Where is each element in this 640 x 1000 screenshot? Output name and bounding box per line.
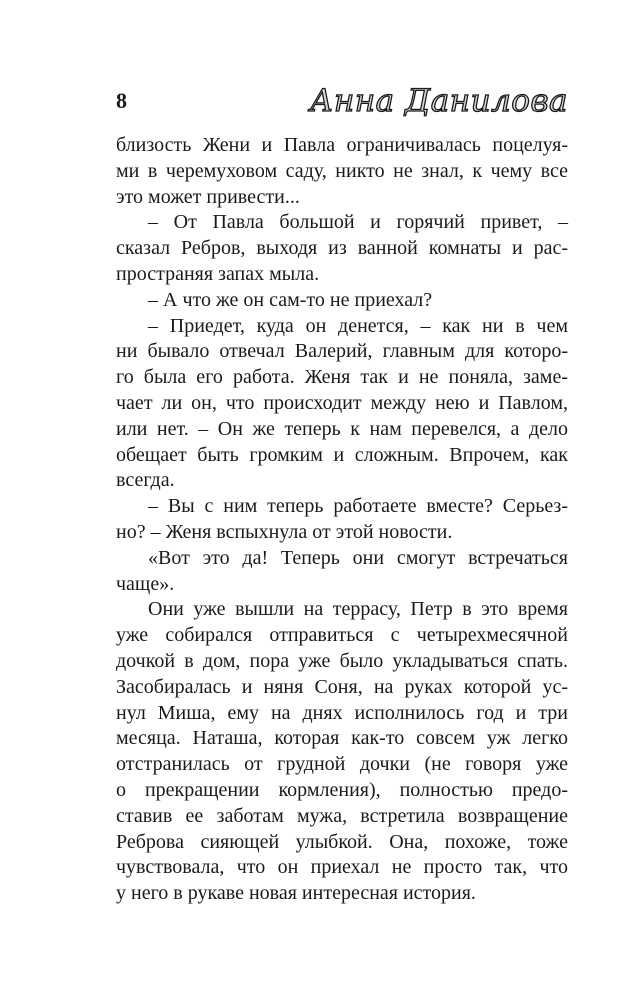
text-line: Реброва сияющей улыбкой. Она, похоже, тоже bbox=[116, 830, 568, 853]
author-signature: Анна Данилова bbox=[309, 83, 568, 119]
text-line: – От Павла большой и горячий привет, – bbox=[148, 211, 568, 234]
text-line: дочкой в дом, пора уже было укладываться спать. bbox=[116, 649, 568, 672]
text-line: – Приедет, куда он денется, – как ни в чем bbox=[148, 314, 568, 337]
text-line: пространяя запах мыла. bbox=[116, 262, 320, 285]
text-line: но? – Женя вспыхнула от этой новости. bbox=[116, 520, 453, 543]
text-line: чувствовала, что он приехал не просто так, что bbox=[116, 856, 568, 879]
text-line: ни бывало отвечал Валерий, главным для которо- bbox=[116, 340, 568, 363]
text-line: нул Миша, ему на днях исполнилось год и три bbox=[116, 701, 568, 724]
text-line: всегда. bbox=[116, 469, 175, 492]
text-line: о прекращении кормления), полностью предо- bbox=[116, 778, 568, 801]
page-header bbox=[116, 82, 568, 122]
text-line: чает ли он, что происходит между нею и Павлом, bbox=[116, 391, 568, 414]
text-line: или нет. – Он же теперь к нам перевелся, а дело bbox=[116, 417, 568, 440]
text-line: близость Жени и Павла ограничивалась поцелуя- bbox=[116, 134, 568, 156]
text-line: отстранилась от грудной дочки (не говоря уже bbox=[116, 753, 568, 776]
text-line: ставив ее заботам мужа, встретила возвращение bbox=[116, 804, 568, 827]
text-line: уже собирался отправиться с четырехмесячной bbox=[116, 624, 568, 647]
page-number: 8 bbox=[116, 88, 127, 113]
text-line: месяца. Наташа, которая как-то совсем уж легко bbox=[116, 727, 568, 750]
text-line: чаще». bbox=[116, 572, 175, 595]
text-line: Они уже вышли на террасу, Петр в это время bbox=[148, 598, 568, 621]
text-line: – Вы с ним теперь работаете вместе? Серьез- bbox=[148, 495, 568, 518]
text-line: обещает быть громким и сложным. Впрочем, как bbox=[116, 443, 568, 466]
text-line: сказал Ребров, выходя из ванной комнаты и рас- bbox=[116, 237, 568, 260]
text-line: Засобиралась и няня Соня, на руках которой ус- bbox=[116, 675, 568, 698]
text-line: это может привести... bbox=[116, 185, 300, 208]
text-line: у него в рукаве новая интересная история. bbox=[116, 882, 476, 905]
text-line: ми в черемуховом саду, никто не знал, к чему все bbox=[116, 159, 568, 182]
text-line: го была его работа. Женя так и не поняла, заме- bbox=[116, 366, 568, 389]
text-line: «Вот это да! Теперь они смогут встречаться bbox=[148, 546, 568, 569]
body-text bbox=[116, 133, 568, 907]
text-line: – А что же он сам-то не приехал? bbox=[148, 288, 433, 311]
